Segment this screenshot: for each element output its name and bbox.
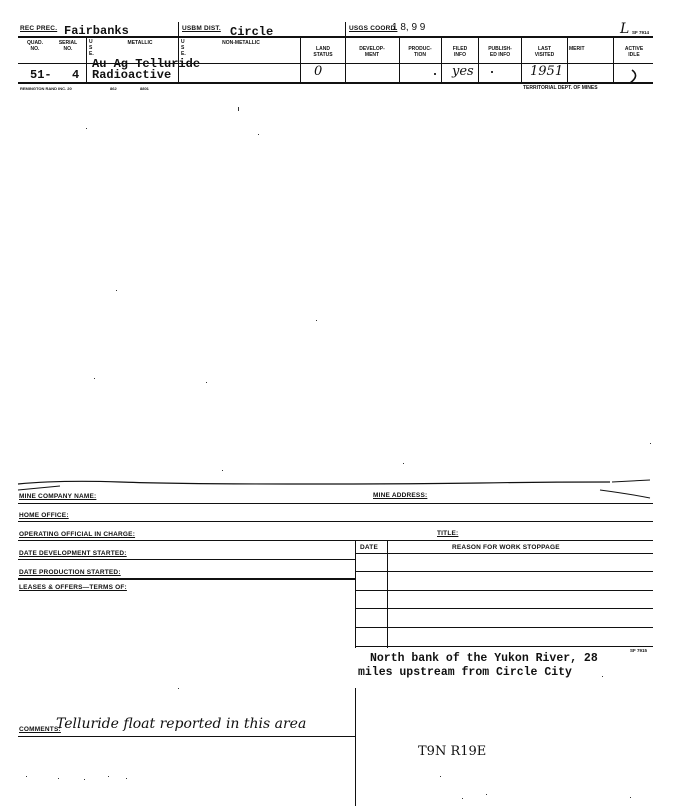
rule-mine-company: [18, 503, 653, 504]
rule-date-development: [18, 559, 355, 560]
printer-code-1: 862: [110, 86, 117, 91]
stray-mark: [491, 71, 493, 73]
col-quad-no: QUAD. NO.: [26, 40, 44, 52]
speck: [316, 320, 317, 321]
col-sep: [567, 37, 568, 82]
location-line-2: miles upstream from Circle City: [358, 666, 572, 679]
speck: [126, 778, 127, 779]
col-sep: [300, 37, 301, 82]
usbm-dist-value: Circle: [230, 25, 274, 39]
speck: [258, 134, 259, 135]
card-top-edge: [0, 472, 678, 500]
col-sep: [345, 22, 346, 82]
rule-official: [18, 540, 653, 541]
col-production: PRODUC- TION: [408, 46, 432, 58]
record-metallic-line1: Au Ag Telluride: [92, 57, 201, 71]
leases-label: LEASES & OFFERS—TERMS OF:: [19, 584, 127, 591]
speck: [206, 382, 207, 383]
operating-official-label: OPERATING OFFICIAL IN CHARGE:: [19, 531, 136, 538]
usgs-coord-label: USGS COORD.: [349, 25, 398, 32]
form-number-bottom: SF 7915: [630, 648, 648, 653]
date-column-header: DATE: [360, 544, 379, 551]
comments-text: Telluride float reported in this area: [56, 716, 307, 732]
col-last-visited: LAST VISITED: [534, 46, 555, 58]
printer-imprint: REMINGTON RAND INC. 20: [20, 86, 72, 91]
speck: [403, 463, 404, 464]
check-mark: L: [620, 21, 630, 37]
speck: [462, 798, 463, 799]
speck: [178, 688, 179, 689]
speck: [86, 128, 87, 129]
table-row-rule: [355, 627, 653, 628]
table-date-divider: [387, 540, 388, 648]
speck: [94, 378, 95, 379]
record-last-visited: 1951: [530, 64, 564, 79]
col-sep: [178, 22, 179, 82]
record-filed-info: yes: [452, 64, 474, 79]
record-quad: 51-: [30, 68, 52, 82]
speck: [84, 779, 85, 780]
table-row-rule: [355, 553, 653, 554]
home-office-label: HOME OFFICE:: [19, 512, 69, 519]
speck: [440, 776, 441, 777]
col-sep: [399, 37, 400, 82]
speck: [650, 443, 651, 444]
header-rule-bottom: [18, 82, 653, 84]
speck: [222, 470, 223, 471]
mine-address-label: MINE ADDRESS:: [373, 492, 428, 499]
col-filed-info: FILED INFO: [452, 46, 468, 58]
comments-label: COMMENTS:: [19, 726, 61, 733]
col-sep: [441, 37, 442, 82]
township-range: T9N R19E: [418, 744, 487, 759]
speck: [58, 778, 59, 779]
active-idle-mark: [628, 68, 642, 86]
col-sep: [521, 37, 522, 82]
rec-prec-label: REC PREC.: [20, 25, 58, 32]
col-nonmetallic: NON-METALLIC: [222, 40, 260, 46]
usgs-coord-value: 1 8, 9 9: [392, 22, 426, 33]
col-land-status: LAND STATUS: [313, 46, 333, 58]
printer-code-2: 8801: [140, 86, 149, 91]
col-development: DEVELOP- MENT: [359, 46, 385, 58]
department-imprint: TERRITORIAL DEPT. OF MINES: [523, 85, 598, 91]
speck: [116, 290, 117, 291]
speck: [238, 107, 239, 111]
record-land-status: 0: [314, 64, 323, 79]
mine-company-name-label: MINE COMPANY NAME:: [19, 493, 97, 500]
date-production-label: DATE PRODUCTION STARTED:: [19, 569, 121, 576]
speck: [630, 797, 631, 798]
col-serial-no: SERIAL NO.: [58, 40, 78, 52]
col-merit: MERIT: [569, 46, 585, 52]
table-row-rule: [355, 571, 653, 572]
title-label: TITLE:: [437, 530, 459, 537]
col-sep: [613, 37, 614, 82]
table-left-border: [355, 540, 356, 648]
record-serial: 4: [72, 68, 80, 82]
table-row-rule: [355, 646, 653, 647]
form-number-top: SF 7914: [632, 30, 650, 35]
col-sep: [478, 37, 479, 82]
record-metallic-line2: Radioactive: [92, 68, 172, 82]
rule-date-production: [18, 578, 355, 580]
date-development-label: DATE DEVELOPMENT STARTED:: [19, 550, 127, 557]
reason-column-header: REASON FOR WORK STOPPAGE: [452, 544, 560, 551]
table-row-rule: [355, 590, 653, 591]
col-sep: [86, 37, 87, 82]
rec-prec-value: Fairbanks: [64, 24, 129, 38]
speck: [108, 776, 109, 777]
col-active-idle: ACTIVE IDLE: [624, 46, 644, 58]
rule-home-office: [18, 521, 653, 522]
speck: [26, 776, 27, 777]
lower-divider: [355, 688, 356, 806]
table-row-rule: [355, 608, 653, 609]
location-line-1: North bank of the Yukon River, 28: [370, 652, 598, 665]
speck: [486, 794, 487, 795]
col-published-info: PUBLISH- ED INFO: [488, 46, 512, 58]
usbm-dist-label: USBM DIST.: [182, 25, 221, 32]
col-metallic-prefix: U S E.: [89, 39, 94, 57]
stray-mark: [434, 73, 436, 75]
col-nonmetallic-prefix: U S E.: [181, 39, 186, 57]
rule-comments: [18, 736, 355, 737]
speck: [602, 676, 603, 677]
col-metallic: METALLIC: [127, 40, 153, 46]
